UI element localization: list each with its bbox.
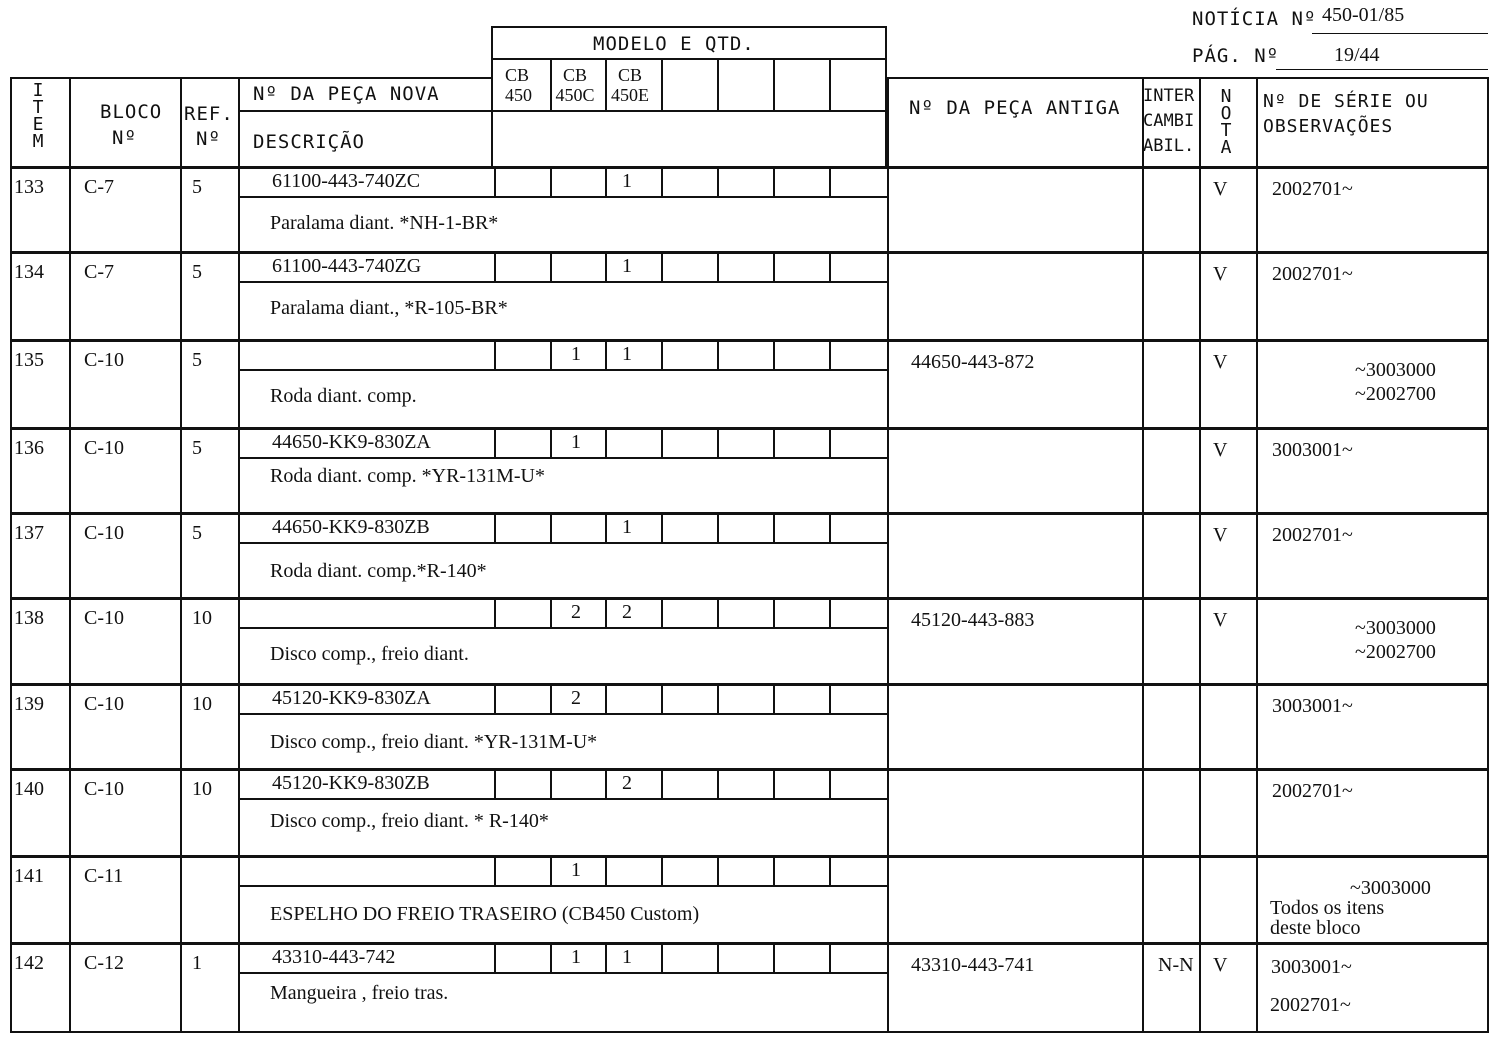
grid-vline bbox=[661, 341, 663, 371]
grid-vline bbox=[550, 514, 552, 544]
model-cb450c-header: CB 450C bbox=[555, 65, 595, 105]
row-block: C-7 bbox=[84, 176, 114, 198]
grid-vline bbox=[605, 253, 607, 283]
row-serial: 3003001~ bbox=[1272, 439, 1353, 461]
row-qty-cb450e: 1 bbox=[622, 516, 632, 538]
grid-vline bbox=[550, 685, 552, 715]
grid-vline bbox=[661, 429, 663, 459]
grid-hline bbox=[10, 683, 1489, 686]
row-old-part-number: 44650-443-872 bbox=[911, 351, 1035, 373]
grid-vline bbox=[605, 944, 607, 974]
serial-header-2: OBSERVAÇÕES bbox=[1263, 116, 1394, 137]
ref-no-header: Nº bbox=[196, 128, 221, 150]
grid-hline bbox=[885, 77, 1489, 79]
row-item: 136 bbox=[14, 437, 44, 459]
row-block: C-10 bbox=[84, 778, 124, 800]
row-ref: 5 bbox=[192, 522, 202, 544]
grid-vline bbox=[717, 168, 719, 198]
row-item: 141 bbox=[14, 865, 44, 887]
new-part-header: Nº DA PEÇA NOVA bbox=[253, 83, 440, 105]
grid-vline bbox=[605, 514, 607, 544]
row-serial: ~3003000 bbox=[1350, 877, 1431, 899]
grid-vline bbox=[494, 685, 496, 715]
notice-number-underline bbox=[1312, 33, 1488, 34]
grid-vline bbox=[717, 770, 719, 800]
row-serial: ~3003000 bbox=[1355, 359, 1436, 381]
row-serial: deste bloco bbox=[1270, 917, 1361, 939]
grid-vline bbox=[887, 77, 889, 1031]
item-header: I T E M bbox=[32, 80, 44, 152]
grid-hline bbox=[491, 26, 887, 28]
grid-hline bbox=[10, 597, 1489, 600]
grid-hline bbox=[238, 627, 889, 629]
grid-vline bbox=[494, 168, 496, 198]
note-header: N O T A bbox=[1220, 86, 1232, 158]
grid-vline bbox=[550, 341, 552, 371]
row-serial: 3003001~ bbox=[1272, 695, 1353, 717]
row-description: Roda diant. comp. bbox=[270, 385, 417, 407]
grid-vline bbox=[661, 58, 663, 112]
grid-vline bbox=[773, 341, 775, 371]
row-qty-cb450e: 1 bbox=[622, 343, 632, 365]
row-serial: Todos os itens bbox=[1270, 897, 1385, 919]
grid-vline bbox=[773, 685, 775, 715]
grid-vline bbox=[717, 429, 719, 459]
row-ref: 5 bbox=[192, 261, 202, 283]
page-number-label: PÁG. Nº bbox=[1192, 45, 1280, 67]
row-qty-cb450c: 2 bbox=[571, 601, 581, 623]
row-note: V bbox=[1213, 351, 1228, 373]
grid-vline bbox=[550, 599, 552, 629]
grid-vline bbox=[829, 770, 831, 800]
grid-vline bbox=[605, 429, 607, 459]
grid-hline bbox=[238, 542, 889, 544]
grid-hline bbox=[10, 427, 1489, 430]
grid-hline bbox=[10, 1031, 1489, 1033]
grid-vline bbox=[605, 599, 607, 629]
grid-vline bbox=[829, 341, 831, 371]
grid-vline bbox=[494, 944, 496, 974]
grid-vline bbox=[494, 857, 496, 887]
row-note: V bbox=[1213, 609, 1228, 631]
row-qty-cb450c: 1 bbox=[571, 431, 581, 453]
row-block: C-11 bbox=[84, 865, 124, 887]
row-item: 142 bbox=[14, 952, 44, 974]
row-description: Disco comp., freio diant. * R-140* bbox=[270, 810, 549, 832]
row-ref: 1 bbox=[192, 952, 202, 974]
row-qty-cb450e: 2 bbox=[622, 601, 632, 623]
grid-vline bbox=[773, 770, 775, 800]
row-note: V bbox=[1213, 263, 1228, 285]
grid-vline bbox=[491, 26, 493, 168]
grid-vline bbox=[238, 77, 240, 1031]
row-qty-cb450c: 2 bbox=[571, 687, 581, 709]
grid-vline bbox=[773, 58, 775, 112]
grid-hline bbox=[238, 196, 889, 198]
row-block: C-10 bbox=[84, 349, 124, 371]
grid-vline bbox=[605, 770, 607, 800]
row-new-part-number: 43310-443-742 bbox=[272, 946, 396, 968]
grid-vline bbox=[773, 429, 775, 459]
grid-vline bbox=[494, 599, 496, 629]
serial-header-1: Nº DE SÉRIE OU bbox=[1263, 91, 1429, 112]
grid-hline bbox=[10, 855, 1489, 858]
grid-vline bbox=[829, 857, 831, 887]
row-ref: 5 bbox=[192, 349, 202, 371]
grid-vline bbox=[10, 77, 12, 1033]
row-qty-cb450e: 2 bbox=[622, 772, 632, 794]
row-new-part-number: 61100-443-740ZC bbox=[272, 170, 421, 192]
grid-vline bbox=[829, 58, 831, 112]
row-block: C-12 bbox=[84, 952, 124, 974]
grid-vline bbox=[829, 429, 831, 459]
row-ref: 5 bbox=[192, 176, 202, 198]
row-description: Disco comp., freio diant. *YR-131M-U* bbox=[270, 731, 598, 753]
grid-hline bbox=[238, 110, 887, 112]
row-qty-cb450e: 1 bbox=[622, 170, 632, 192]
grid-vline bbox=[773, 168, 775, 198]
row-item: 134 bbox=[14, 261, 44, 283]
row-serial: 2002701~ bbox=[1272, 524, 1353, 546]
grid-vline bbox=[494, 341, 496, 371]
row-block: C-7 bbox=[84, 261, 114, 283]
description-header: DESCRIÇÃO bbox=[253, 131, 365, 153]
grid-vline bbox=[661, 168, 663, 198]
row-serial: ~2002700 bbox=[1355, 641, 1436, 663]
grid-vline bbox=[550, 944, 552, 974]
row-serial: 2002701~ bbox=[1272, 780, 1353, 802]
row-note: V bbox=[1213, 954, 1228, 976]
row-block: C-10 bbox=[84, 522, 124, 544]
row-ref: 5 bbox=[192, 437, 202, 459]
grid-hline bbox=[10, 339, 1489, 342]
grid-hline bbox=[238, 972, 889, 974]
grid-vline bbox=[661, 599, 663, 629]
row-qty-cb450c: 1 bbox=[571, 946, 581, 968]
grid-vline bbox=[494, 253, 496, 283]
row-note: V bbox=[1213, 178, 1228, 200]
grid-vline bbox=[829, 944, 831, 974]
row-ref: 10 bbox=[192, 607, 212, 629]
grid-vline bbox=[829, 599, 831, 629]
grid-hline bbox=[238, 713, 889, 715]
grid-vline bbox=[494, 514, 496, 544]
notice-number-label: NOTÍCIA Nº bbox=[1192, 8, 1317, 30]
interchange-header-1: INTER bbox=[1143, 86, 1195, 106]
row-item: 138 bbox=[14, 607, 44, 629]
row-old-part-number: 45120-443-883 bbox=[911, 609, 1035, 631]
row-new-part-number: 45120-KK9-830ZA bbox=[272, 687, 431, 709]
row-note: V bbox=[1213, 439, 1228, 461]
grid-vline bbox=[605, 341, 607, 371]
grid-vline bbox=[661, 253, 663, 283]
grid-vline bbox=[605, 685, 607, 715]
grid-hline bbox=[10, 512, 1489, 515]
grid-vline bbox=[829, 253, 831, 283]
grid-vline bbox=[717, 341, 719, 371]
grid-hline bbox=[10, 166, 1489, 169]
row-description: Mangueira , freio tras. bbox=[270, 982, 449, 1004]
row-item: 133 bbox=[14, 176, 44, 198]
row-item: 140 bbox=[14, 778, 44, 800]
grid-vline bbox=[717, 857, 719, 887]
row-qty-cb450e: 1 bbox=[622, 946, 632, 968]
row-block: C-10 bbox=[84, 437, 124, 459]
grid-vline bbox=[550, 429, 552, 459]
grid-vline bbox=[661, 514, 663, 544]
row-serial: 2002701~ bbox=[1270, 994, 1351, 1016]
grid-vline bbox=[550, 770, 552, 800]
row-qty-cb450c: 1 bbox=[571, 343, 581, 365]
old-part-header: Nº DA PEÇA ANTIGA bbox=[909, 97, 1121, 119]
row-new-part-number: 44650-KK9-830ZB bbox=[272, 516, 430, 538]
grid-hline bbox=[238, 457, 889, 459]
grid-vline bbox=[717, 514, 719, 544]
row-description: Disco comp., freio diant. bbox=[270, 643, 469, 665]
grid-vline bbox=[661, 944, 663, 974]
row-description: Paralama diant. *NH-1-BR* bbox=[270, 212, 499, 234]
grid-hline bbox=[238, 369, 889, 371]
row-interchangeable: N-N bbox=[1158, 954, 1194, 976]
grid-vline bbox=[773, 857, 775, 887]
row-old-part-number: 43310-443-741 bbox=[911, 954, 1035, 976]
grid-hline bbox=[10, 77, 493, 79]
grid-hline bbox=[10, 251, 1489, 254]
grid-vline bbox=[661, 857, 663, 887]
row-serial: ~2002700 bbox=[1355, 383, 1436, 405]
model-qty-header: MODELO E QTD. bbox=[593, 33, 755, 55]
grid-vline bbox=[717, 599, 719, 629]
block-no-header: Nº bbox=[112, 127, 137, 149]
row-block: C-10 bbox=[84, 607, 124, 629]
row-new-part-number: 45120-KK9-830ZB bbox=[272, 772, 430, 794]
row-block: C-10 bbox=[84, 693, 124, 715]
grid-hline bbox=[238, 798, 889, 800]
grid-vline bbox=[717, 944, 719, 974]
grid-hline bbox=[10, 768, 1489, 771]
grid-vline bbox=[661, 685, 663, 715]
page-number-underline bbox=[1276, 69, 1488, 70]
grid-vline bbox=[1256, 77, 1258, 1031]
row-item: 137 bbox=[14, 522, 44, 544]
grid-vline bbox=[605, 168, 607, 198]
row-description: ESPELHO DO FREIO TRASEIRO (CB450 Custom) bbox=[270, 903, 700, 925]
row-new-part-number: 44650-KK9-830ZA bbox=[272, 431, 431, 453]
grid-hline bbox=[238, 281, 889, 283]
grid-vline bbox=[1199, 77, 1201, 1031]
grid-vline bbox=[494, 429, 496, 459]
notice-number-value: 450-01/85 bbox=[1322, 4, 1405, 26]
row-qty-cb450e: 1 bbox=[622, 255, 632, 277]
grid-vline bbox=[829, 168, 831, 198]
page-number-value: 19/44 bbox=[1334, 44, 1380, 66]
model-cb450e-header: CB 450E bbox=[611, 65, 649, 105]
grid-vline bbox=[550, 168, 552, 198]
interchange-header-2: CAMBI bbox=[1143, 111, 1195, 131]
grid-vline bbox=[661, 770, 663, 800]
row-description: Roda diant. comp.*R-140* bbox=[270, 560, 487, 582]
grid-vline bbox=[69, 77, 71, 1031]
row-description: Paralama diant., *R-105-BR* bbox=[270, 297, 508, 319]
row-item: 135 bbox=[14, 349, 44, 371]
grid-vline bbox=[773, 514, 775, 544]
grid-vline bbox=[773, 599, 775, 629]
row-ref: 10 bbox=[192, 693, 212, 715]
row-qty-cb450c: 1 bbox=[571, 859, 581, 881]
grid-vline bbox=[773, 253, 775, 283]
row-item: 139 bbox=[14, 693, 44, 715]
grid-vline bbox=[550, 857, 552, 887]
grid-vline bbox=[1142, 77, 1144, 1031]
grid-vline bbox=[829, 685, 831, 715]
grid-vline bbox=[550, 253, 552, 283]
row-serial: 2002701~ bbox=[1272, 263, 1353, 285]
row-description: Roda diant. comp. *YR-131M-U* bbox=[270, 465, 545, 487]
grid-vline bbox=[773, 944, 775, 974]
grid-vline bbox=[717, 253, 719, 283]
ref-header: REF. bbox=[184, 103, 234, 125]
grid-vline bbox=[605, 857, 607, 887]
grid-vline bbox=[717, 685, 719, 715]
grid-vline bbox=[1487, 77, 1489, 1033]
row-serial: ~3003000 bbox=[1355, 617, 1436, 639]
interchange-header-3: ABIL. bbox=[1143, 136, 1195, 156]
grid-vline bbox=[829, 514, 831, 544]
row-serial: 2002701~ bbox=[1272, 178, 1353, 200]
grid-hline bbox=[10, 942, 1489, 945]
grid-vline bbox=[180, 77, 182, 1031]
row-ref: 10 bbox=[192, 778, 212, 800]
row-serial: 3003001~ bbox=[1271, 956, 1352, 978]
row-new-part-number: 61100-443-740ZG bbox=[272, 255, 422, 277]
block-header: BLOCO bbox=[100, 101, 163, 123]
grid-vline bbox=[494, 770, 496, 800]
model-cb450-header: CB 450 bbox=[505, 65, 532, 105]
row-note: V bbox=[1213, 524, 1228, 546]
grid-vline bbox=[717, 58, 719, 112]
grid-hline bbox=[238, 885, 889, 887]
